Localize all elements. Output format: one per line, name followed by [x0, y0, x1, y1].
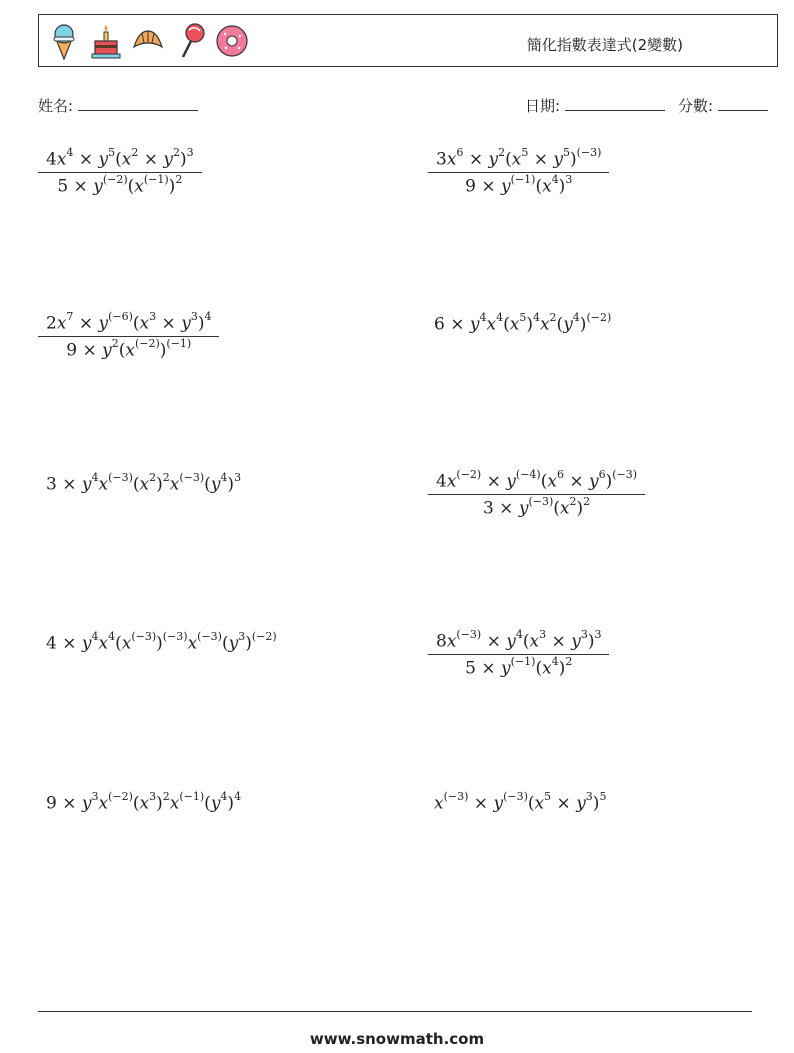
worksheet-title: 簡化指數表達式(2變數) [526, 36, 683, 54]
problem-8: $\frac{8x^{(-3)} \times y^4(x^3 \times y^3)^3}{5 \times y^{(-1)}(x^4)^2}$ [428, 630, 609, 678]
ice-cream-icon [47, 21, 81, 61]
problem-10: $x^{(-3)} \times y^{(-3)}(x^5 \times y^3)^5$ [434, 790, 607, 814]
problem-7: $4 \times y^4x^4(x^{(-3)})^{(-3)}x^{(-3)}(y^3)^{(-2)}$ [46, 630, 277, 654]
score-field[interactable] [678, 95, 768, 116]
problem-6: $\frac{4x^{(-2)} \times y^{(-4)}(x^6 \times y^6)^{(-3)}}{3 \times y^{(-3)}(x^2)^2}$ [428, 470, 645, 518]
problem-1: $\frac{4x^4 \times y^5(x^2 \times y^2)^3}{5 \times y^{(-2)}(x^{(-1)})^2}$ [38, 148, 202, 196]
croissant-icon [131, 21, 165, 61]
header-icons [47, 21, 249, 61]
problem-2: $\frac{3x^6 \times y^2(x^5 \times y^5)^{(-3)}}{9 \times y^{(-1)}(x^4)^3}$ [428, 148, 609, 196]
date-label: 日期: [525, 97, 561, 115]
footer-website[interactable]: www.snowmath.com [309, 1030, 485, 1048]
problem-5: $3 \times y^4x^{(-3)}(x^2)^2x^{(-3)}(y^4)^3$ [46, 471, 242, 495]
name-blank[interactable] [78, 96, 198, 111]
donut-icon [215, 21, 249, 61]
footer-divider [38, 1011, 752, 1012]
name-label: 姓名: [38, 97, 74, 115]
birthday-cake-icon [89, 21, 123, 61]
lollipop-icon [173, 21, 207, 61]
score-blank[interactable] [718, 96, 768, 111]
name-field[interactable] [38, 95, 198, 116]
score-label: 分數: [678, 97, 714, 115]
problem-3: $\frac{2x^7 \times y^{(-6)}(x^3 \times y^3)^4}{9 \times y^2(x^{(-2)})^{(-1)}}$ [38, 312, 219, 360]
problem-9: $9 \times y^3x^{(-2)}(x^3)^2x^{(-1)}(y^4)^4$ [46, 790, 242, 814]
date-blank[interactable] [565, 96, 665, 111]
problem-4: $6 \times y^4x^4(x^5)^4x^2(y^4)^{(-2)}$ [434, 311, 612, 335]
worksheet-header [38, 14, 778, 67]
date-field[interactable] [525, 95, 665, 116]
